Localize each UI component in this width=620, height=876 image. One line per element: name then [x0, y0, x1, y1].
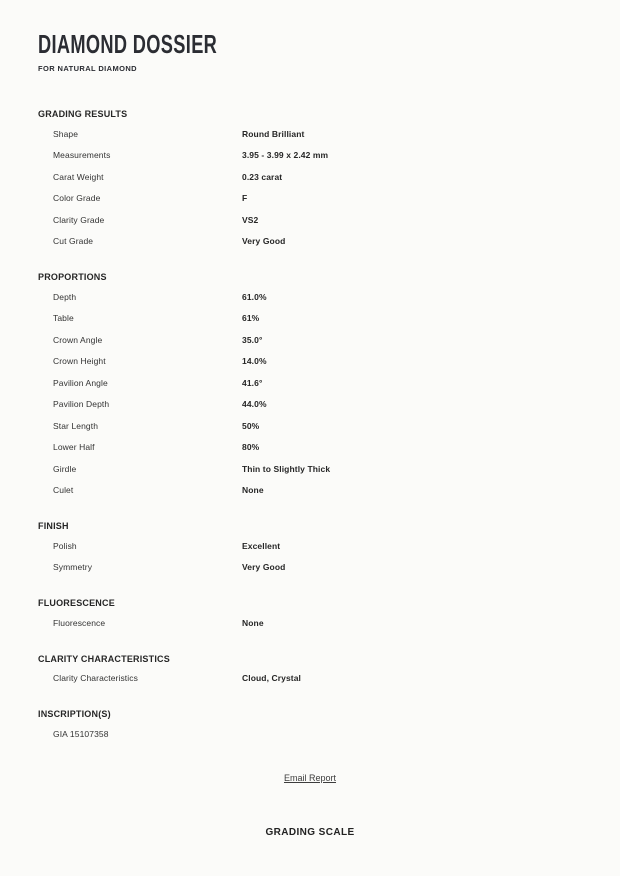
spec-value: Very Good — [242, 562, 286, 573]
section-fluorescence — [0, 599, 620, 634]
spec-label: Table — [53, 313, 74, 324]
spec-row-culet — [53, 480, 620, 502]
spec-value: Very Good — [242, 236, 286, 247]
inscription-number: GIA 15107358 — [53, 728, 109, 739]
spec-value: 35.0° — [242, 334, 263, 345]
spec-label: Crown Angle — [53, 334, 103, 345]
spec-value: 80% — [242, 442, 260, 453]
spec-row-crown-angle — [53, 329, 620, 351]
page-title: DIAMOND DOSSIER — [38, 29, 218, 59]
section-title-clarity-characteristics: CLARITY CHARACTERISTICS — [38, 653, 170, 664]
spec-row-lower-half — [53, 437, 620, 459]
spec-value: VS2 — [242, 214, 259, 225]
spec-row-depth — [53, 286, 620, 308]
section-clarity-characteristics — [0, 655, 620, 690]
email-report-link[interactable]: Email Report — [283, 772, 337, 783]
section-rows — [0, 535, 620, 578]
spec-label: Fluorescence — [53, 617, 106, 628]
section-title-fluorescence: FLUORESCENCE — [38, 598, 115, 608]
section-rows — [0, 286, 620, 501]
section-title-proportions: PROPORTIONS — [38, 272, 107, 282]
spec-row-symmetry — [53, 557, 620, 579]
spec-value: None — [242, 485, 264, 496]
section-title-finish: FINISH — [38, 521, 69, 531]
spec-row-inscription — [53, 723, 620, 745]
spec-row-crown-height — [53, 351, 620, 373]
spec-row-star-length — [53, 415, 620, 437]
spec-value: 14.0% — [242, 356, 267, 367]
spec-value: 61.0% — [242, 291, 267, 302]
page-subtitle: FOR NATURAL DIAMOND — [38, 64, 137, 73]
spec-label: Depth — [53, 291, 77, 302]
spec-label: Crown Height — [53, 356, 106, 367]
spec-label: Polish — [53, 540, 77, 551]
section-rows — [0, 612, 620, 634]
spec-row-cut-grade — [53, 231, 620, 253]
spec-value: Round Brilliant — [242, 128, 305, 139]
spec-label: Girdle — [53, 463, 77, 474]
spec-label: Pavilion Depth — [53, 399, 110, 410]
spec-value: 0.23 carat — [242, 171, 283, 182]
spec-label: Star Length — [53, 420, 99, 431]
spec-label: Shape — [53, 128, 79, 139]
section-title-inscriptions: INSCRIPTION(S) — [38, 709, 111, 719]
spec-row-polish — [53, 535, 620, 557]
spec-value: 61% — [242, 313, 260, 324]
grading-scale-heading: GRADING SCALE — [265, 826, 355, 838]
spec-label: Clarity Grade — [53, 214, 105, 225]
spec-value: None — [242, 617, 264, 628]
spec-label: Carat Weight — [53, 171, 104, 182]
spec-value: 41.6° — [242, 377, 263, 388]
spec-label: Pavilion Angle — [53, 377, 108, 388]
section-rows — [0, 668, 620, 690]
spec-value: F — [242, 193, 248, 204]
section-title-grading-results: GRADING RESULTS — [38, 109, 128, 119]
spec-row-girdle — [53, 458, 620, 480]
spec-value: Excellent — [242, 540, 281, 551]
spec-row-table — [53, 308, 620, 330]
spec-label: Lower Half — [53, 442, 95, 453]
spec-value: Thin to Slightly Thick — [242, 463, 331, 474]
section-rows — [0, 723, 620, 745]
spec-row-pavilion-depth — [53, 394, 620, 416]
spec-value: 50% — [242, 420, 260, 431]
spec-label: Clarity Characteristics — [53, 673, 138, 684]
spec-label: Color Grade — [53, 193, 101, 204]
spec-row-measurements — [53, 145, 620, 167]
section-rows — [0, 123, 620, 252]
spec-label: Culet — [53, 485, 74, 496]
section-finish — [0, 522, 620, 578]
spec-row-clarity-grade — [53, 209, 620, 231]
spec-row-pavilion-angle — [53, 372, 620, 394]
spec-label: Symmetry — [53, 562, 93, 573]
section-inscriptions — [0, 710, 620, 745]
section-proportions — [0, 273, 620, 501]
spec-row-clarity-characteristics — [53, 668, 620, 690]
spec-row-color-grade — [53, 188, 620, 210]
spec-row-carat-weight — [53, 166, 620, 188]
spec-value: 3.95 - 3.99 x 2.42 mm — [242, 150, 329, 161]
spec-row-shape — [53, 123, 620, 145]
report-footer — [0, 745, 620, 838]
spec-value: Cloud, Crystal — [242, 673, 302, 684]
spec-row-fluorescence — [53, 612, 620, 634]
spec-value: 44.0% — [242, 399, 267, 410]
section-grading-results — [0, 110, 620, 252]
spec-label: Cut Grade — [53, 236, 94, 247]
report-header — [0, 29, 620, 73]
spec-label: Measurements — [53, 150, 111, 161]
